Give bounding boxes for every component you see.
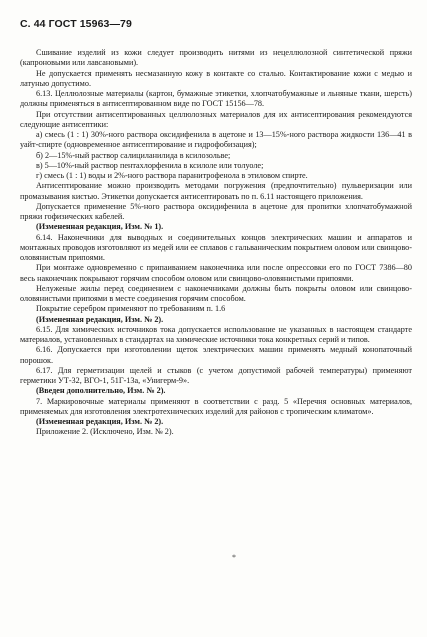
- paragraph: б) 2—15%-ный раствор салициланилида в ксилозольве;: [36, 150, 231, 160]
- paragraph: 6.16. Допускается при изготовлении щеток электрических машин применять медный конопаточный порошок.: [20, 345, 412, 365]
- paragraph: 6.15. Для химических источников тока допускается использование не указанных в настоящем стандарте материалов, установленных в стандартах на химические источники тока конкретных серий и типов.: [20, 324, 412, 344]
- paragraph: 6.14. Наконечники для выводных и соединительных концов электрических машин и аппаратов и монтажных проводов изготовляют из медей или ее сплавов с гальваническим покрытием оловом или свинцово-оловянистым припоями.: [20, 232, 412, 262]
- paragraph: При монтаже одновременно с припаиванием наконечника или после опрессовки его по ГОСТ 7386—80 весь наконечник покрывают горячим способом оловом или свинцово-оловянистыми припоями.: [20, 263, 412, 283]
- paragraph: Сшивание изделий из кожи следует производить нитями из нецеллюлозной синтетической пряжи (капроновыми или лавсановыми).: [20, 48, 412, 68]
- paragraph: 6.17. Для герметизации щелей и стыков (с учетом допустимой рабочей температуры) применяют герметики УТ-32, ВГО-1, 51Г-13а, «Унигерм-9».: [20, 365, 412, 385]
- paragraph: Нелуженые жилы перед соединением с наконечниками должны быть покрыты оловом или свинцово-оловянистыми припоями в месте соединения горячим способом.: [20, 283, 412, 303]
- paragraph: Антисептирование можно производить методами погружения (предпочтительно) пульверизации или промазывания кистью. Этикетки допускается антисептировать по п. 6.11 настоящего приложения.: [20, 181, 412, 201]
- paragraph: Покрытие серебром применяют по требованиям п. 1.6: [36, 304, 226, 314]
- paragraph: 6.13. Целлюлозные материалы (картон, бумажные этикетки, хлопчатобумажные и льняные ткани, шерсть) должны применяться в антисептированном виде по ГОСТ 15156—78.: [20, 89, 412, 109]
- paragraph: Приложение 2. (Исключено, Изм. № 2).: [36, 427, 174, 437]
- paragraph: в) 5—10%-ный раствор пентахлорфенила в ксилоле или толуоле;: [36, 160, 264, 170]
- amendment-note: (Измененная редакция, Изм. № 1).: [36, 222, 164, 232]
- paragraph: Не допускается применять несмазанную кожу в контакте со сталью. Контактирование кожи с медью и латунью допустимо.: [20, 68, 412, 88]
- amendment-note: (Введен дополнительно, Изм. № 2).: [36, 386, 166, 396]
- page-header: С. 44 ГОСТ 15963—79: [20, 18, 132, 30]
- paragraph: 7. Маркировочные материалы применяют в соответствии с разд. 5 «Перечня основных материалов, применяемых для изготовления электротехнических изделий для районов с тропическим климатом».: [20, 396, 412, 416]
- stray-mark: *: [232, 553, 236, 562]
- amendment-note: (Измененная редакция, Изм. № 2).: [36, 417, 164, 426]
- paragraph: Допускается применение 5%-ного раствора оксидифенила в ацетоне для пропитки хлопчатобумажной пряжи гофизических кабелей.: [20, 201, 412, 221]
- paragraph: При отсутствии антисептированных целлюлозных материалов для их антисептирования рекомендуются следующие антисептики:: [20, 109, 412, 129]
- paragraph: а) смесь (1 : 1) 30%-ного раствора оксидифенила в ацетоне и 13—15%-ного раствора жидкости 136—41 в уайт-спирте (одновременное антисептирование и гидрофобизация);: [20, 130, 412, 150]
- document-body: [20, 48, 412, 438]
- paragraph: г) смесь (1 : 1) воды и 2%-ного раствора паранитрофенола в этиловом спирте.: [36, 171, 308, 180]
- amendment-note: (Измененная редакция, Изм. № 2).: [36, 314, 164, 324]
